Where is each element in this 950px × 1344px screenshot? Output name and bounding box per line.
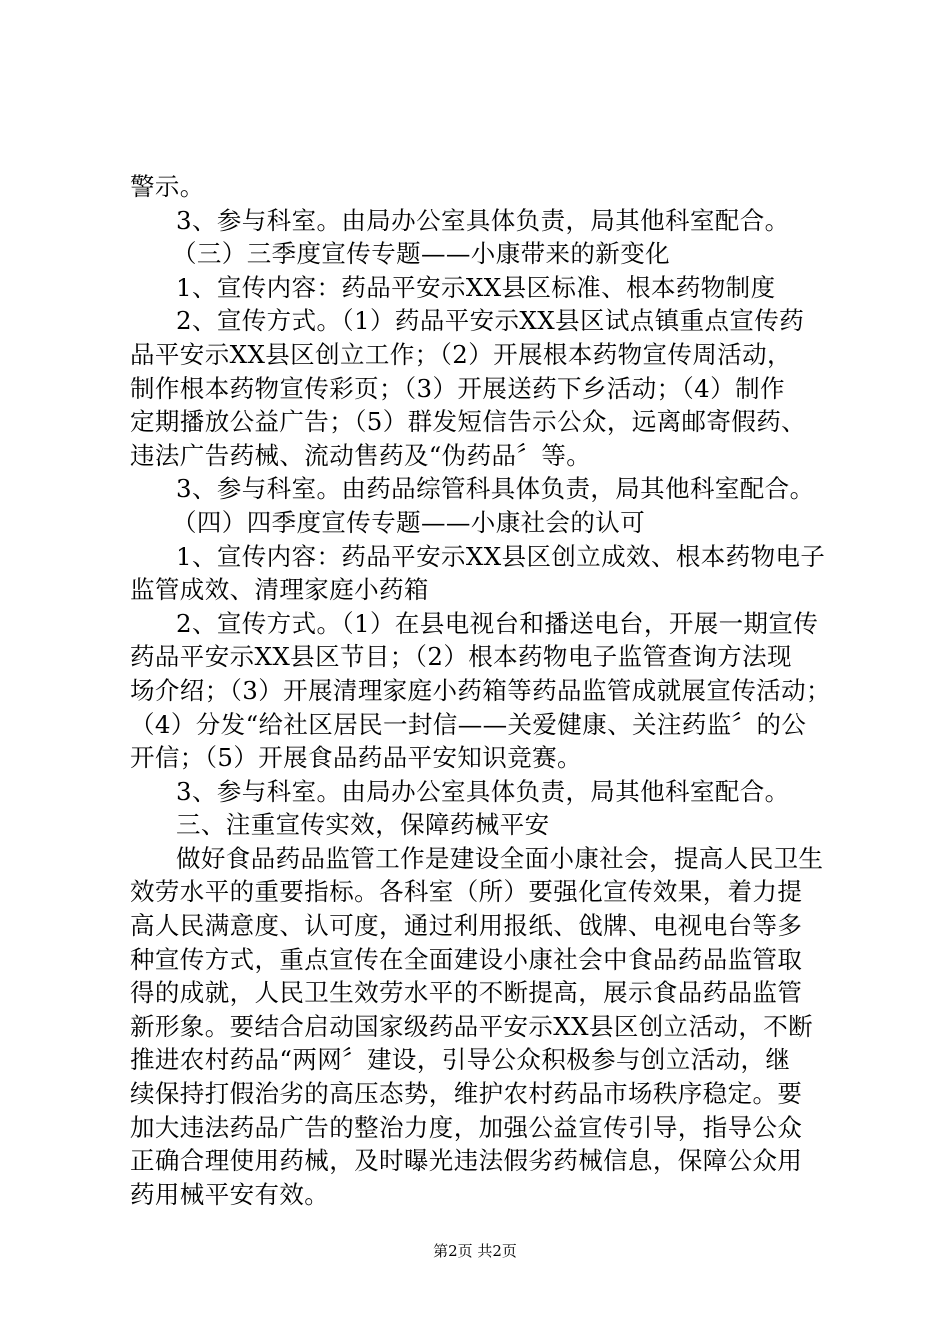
text-line: （4）分发“给社区居民一封信——关爱健康、关注药监〞的公 [130,709,807,739]
text-line: 违法广告药械、流动售药及“伪药品〞等。 [130,440,592,470]
text-line: 高人民满意度、认可度，通过利用报纸、戗牌、电视电台等多 [130,911,803,941]
text-line: 种宣传方式，重点宣传在全面建设小康社会中食品药品监管取 [130,944,803,974]
text-line: 品平安示XX县区创立工作；（2）开展根本药物宣传周活动， [130,339,792,369]
text-line: 正确合理使用药械，及时曝光违法假劣药械信息，保障公众用 [130,1146,803,1176]
text-line: 1、宣传内容：药品平安示XX县区创立成效、根本药物电子 [176,541,826,571]
text-line: 效劳水平的重要指标。各科室（所）要强化宣传效果，着力提 [130,877,803,907]
text-line: 2、宣传方式。（1）药品平安示XX县区试点镇重点宣传药 [176,306,805,336]
section-heading: （四）四季度宣传专题——小康社会的认可 [172,507,646,537]
text-line: 药品平安示XX县区节目；（2）根本药物电子监管查询方法现 [130,642,792,672]
text-line: 药用械平安有效。 [130,1179,330,1209]
document-body [130,170,830,1211]
section-heading: 三、注重宣传实效，保障药械平安 [176,810,550,840]
text-line: 新形象。要结合启动国家级药品平安示XX县区创立活动，不断 [130,1011,814,1041]
text-line: 制作根本药物宣传彩页；（3）开展送药下乡活动；（4）制作 [130,373,785,403]
text-line: 2、宣传方式。（1）在县电视台和播送电台，开展一期宣传 [176,608,819,638]
section-heading: （三）三季度宣传专题——小康带来的新变化 [172,239,670,269]
text-line: 1、宣传内容：药品平安示XX县区标准、根本药物制度 [176,272,776,302]
text-line: 推进农村药品“两网〞建设，引导公众积极参与创立活动，继 [130,1045,791,1075]
text-line: 续保持打假治劣的高压态势，维护农村药品市场秩序稳定。要 [130,1079,803,1109]
text-line: 定期播放公益广告；（5）群发短信告示公众，远离邮寄假药、 [130,407,807,437]
text-line: 加大违法药品广告的整治力度，加强公益宣传引导，指导公众 [130,1112,803,1142]
text-line: 做好食品药品监管工作是建设全面小康社会，提高人民卫生 [176,843,824,873]
text-line: 3、参与科室。由局办公室具体负责，局其他科室配合。 [176,205,790,235]
text-line: 得的成就，人民卫生效劳水平的不断提高，展示食品药品监管 [130,978,803,1008]
page-number-footer: 第2页 共2页 [433,1242,517,1260]
text-line: 场介绍；（3）开展清理家庭小药箱等药品监管成就展宣传活动； [130,675,831,705]
text-line: 3、参与科室。由局办公室具体负责，局其他科室配合。 [176,776,790,806]
text-line: 开信；（5）开展食品药品平安知识竞赛。 [130,743,582,773]
text-line: 3、参与科室。由药品综管科具体负责，局其他科室配合。 [176,474,815,504]
text-line: 警示。 [130,172,205,201]
text-line: 监管成效、清理家庭小药箱 [130,575,429,605]
